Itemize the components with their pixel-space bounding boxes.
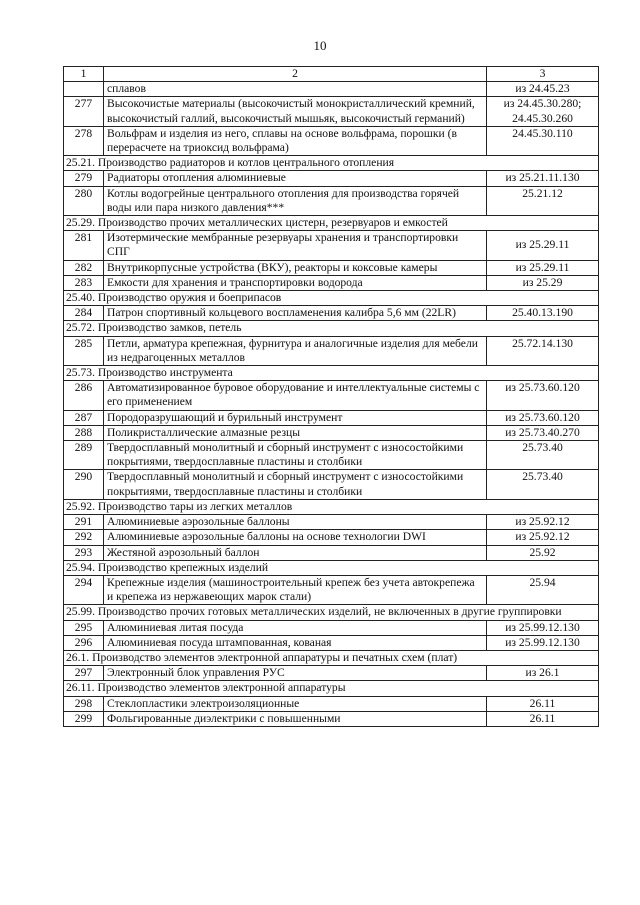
section-row: [64, 321, 599, 336]
item-name: Алюминиевая литая посуда: [104, 620, 487, 635]
item-code: 25.92: [487, 545, 599, 560]
item-code: из 25.73.60.120: [487, 410, 599, 425]
section-row: [64, 681, 599, 696]
table-row: [64, 666, 599, 681]
table-row: [64, 530, 599, 545]
item-name: Алюминиевые аэрозольные баллоны на основе технологии DWI: [104, 530, 487, 545]
item-code: из 25.29: [487, 275, 599, 290]
table-row: [64, 275, 599, 290]
item-number: 294: [64, 575, 104, 604]
table-row: [64, 515, 599, 530]
item-code: 25.21.12: [487, 186, 599, 215]
item-code: из 25.21.11.130: [487, 171, 599, 186]
item-code: из 25.92.12: [487, 530, 599, 545]
table-row: [64, 620, 599, 635]
item-number: 298: [64, 696, 104, 711]
item-name: Твердосплавный монолитный и сборный инструмент с износостойкими покрытиями, твердосплавные пластины и столбики: [104, 470, 487, 499]
section-row: [64, 366, 599, 381]
item-code: 25.73.40: [487, 441, 599, 470]
section-title: 25.94. Производство крепежных изделий: [64, 560, 599, 575]
header-col-name: 2: [104, 67, 487, 82]
item-number: 288: [64, 425, 104, 440]
item-number: 290: [64, 470, 104, 499]
section-row: [64, 291, 599, 306]
table-row: [64, 696, 599, 711]
table-row: [64, 126, 599, 155]
item-number: 278: [64, 126, 104, 155]
item-code: из 24.45.23: [487, 82, 599, 97]
table-row: [64, 545, 599, 560]
item-number: 284: [64, 306, 104, 321]
item-code: 25.40.13.190: [487, 306, 599, 321]
item-name: Фольгированные диэлектрики с повышенными: [104, 711, 487, 726]
table-row: [64, 306, 599, 321]
item-number: 286: [64, 381, 104, 410]
item-number: 297: [64, 666, 104, 681]
item-name: Автоматизированное буровое оборудование и интеллектуальные системы с его применением: [104, 381, 487, 410]
item-code: 25.73.40: [487, 470, 599, 499]
item-name: Патрон спортивный кольцевого воспламенения калибра 5,6 мм (22LR): [104, 306, 487, 321]
item-number: 279: [64, 171, 104, 186]
section-row: [64, 560, 599, 575]
section-title: 25.73. Производство инструмента: [64, 366, 599, 381]
table-row: [64, 336, 599, 365]
item-code: из 24.45.30.280; 24.45.30.260: [487, 97, 599, 126]
item-number: 292: [64, 530, 104, 545]
section-row: [64, 605, 599, 620]
section-title: 25.29. Производство прочих металлических цистерн, резервуаров и емкостей: [64, 216, 599, 231]
item-name: Жестяной аэрозольный баллон: [104, 545, 487, 560]
item-code: из 25.99.12.130: [487, 635, 599, 650]
item-number: 287: [64, 410, 104, 425]
table-row: [64, 711, 599, 726]
item-number: [64, 82, 104, 97]
section-title: 26.1. Производство элементов электронной аппаратуры и печатных схем (плат): [64, 650, 599, 665]
table-row: [64, 441, 599, 470]
section-row: [64, 650, 599, 665]
table-row: [64, 186, 599, 215]
item-code: 26.11: [487, 711, 599, 726]
item-name: Стеклопластики электроизоляционные: [104, 696, 487, 711]
item-number: 296: [64, 635, 104, 650]
item-name: сплавов: [104, 82, 487, 97]
item-number: 282: [64, 260, 104, 275]
header-col-code: 3: [487, 67, 599, 82]
item-code: 25.72.14.130: [487, 336, 599, 365]
table-row: [64, 231, 599, 260]
item-name: Изотермические мембранные резервуары хранения и транспортировки СПГ: [104, 231, 487, 260]
table-row: [64, 470, 599, 499]
section-title: 25.72. Производство замков, петель: [64, 321, 599, 336]
item-number: 293: [64, 545, 104, 560]
item-code: из 25.29.11: [487, 231, 599, 260]
item-number: 285: [64, 336, 104, 365]
item-number: 281: [64, 231, 104, 260]
item-number: 280: [64, 186, 104, 215]
item-name: Электронный блок управления РУС: [104, 666, 487, 681]
header-col-number: 1: [64, 67, 104, 82]
item-name: Высокочистые материалы (высокочистый монокристаллический кремний, высокочистый галлий, высокочистый мышьяк, высокочистый германий): [104, 97, 487, 126]
item-code: из 25.92.12: [487, 515, 599, 530]
table-row: [64, 97, 599, 126]
item-code: 26.11: [487, 696, 599, 711]
section-row: [64, 156, 599, 171]
item-name: Котлы водогрейные центрального отопления для производства горячей воды или пара низкого давления***: [104, 186, 487, 215]
item-code: из 25.73.40.270: [487, 425, 599, 440]
item-number: 299: [64, 711, 104, 726]
page-number: 10: [313, 38, 327, 53]
item-number: 289: [64, 441, 104, 470]
section-row: [64, 499, 599, 514]
item-number: 277: [64, 97, 104, 126]
item-name: Породоразрушающий и бурильный инструмент: [104, 410, 487, 425]
table-row: [64, 82, 599, 97]
section-row: [64, 216, 599, 231]
section-title: 25.21. Производство радиаторов и котлов центрального отопления: [64, 156, 599, 171]
table-row: [64, 260, 599, 275]
table-body: [64, 67, 599, 727]
item-name: Внутрикорпусные устройства (ВКУ), реакторы и коксовые камеры: [104, 260, 487, 275]
table-header-row: [64, 67, 599, 82]
item-name: Алюминиевая посуда штампованная, кованая: [104, 635, 487, 650]
table-row: [64, 575, 599, 604]
item-code: из 25.73.60.120: [487, 381, 599, 410]
section-title: 25.99. Производство прочих готовых металлических изделий, не включенных в другие группировки: [64, 605, 599, 620]
item-name: Петли, арматура крепежная, фурнитура и аналогичные изделия для мебели из недрагоценных металлов: [104, 336, 487, 365]
item-number: 291: [64, 515, 104, 530]
table-row: [64, 410, 599, 425]
item-name: Радиаторы отопления алюминиевые: [104, 171, 487, 186]
item-code: 24.45.30.110: [487, 126, 599, 155]
table-row: [64, 171, 599, 186]
section-title: 25.92. Производство тары из легких металлов: [64, 499, 599, 514]
item-name: Твердосплавный монолитный и сборный инструмент с износостойкими покрытиями, твердосплавные пластины и столбики: [104, 441, 487, 470]
products-table: [63, 66, 599, 727]
section-title: 26.11. Производство элементов электронной аппаратуры: [64, 681, 599, 696]
table-row: [64, 425, 599, 440]
item-name: Вольфрам и изделия из него, сплавы на основе вольфрама, порошки (в перерасчете на триоксид вольфрама): [104, 126, 487, 155]
item-code: из 25.99.12.130: [487, 620, 599, 635]
table-row: [64, 381, 599, 410]
table-row: [64, 635, 599, 650]
item-code: из 25.29.11: [487, 260, 599, 275]
item-code: 25.94: [487, 575, 599, 604]
item-name: Крепежные изделия (машиностроительный крепеж без учета автокрепежа и крепежа из нержавеющих марок стали): [104, 575, 487, 604]
item-number: 283: [64, 275, 104, 290]
item-name: Алюминиевые аэрозольные баллоны: [104, 515, 487, 530]
item-name: Поликристаллические алмазные резцы: [104, 425, 487, 440]
section-title: 25.40. Производство оружия и боеприпасов: [64, 291, 599, 306]
item-name: Емкости для хранения и транспортировки водорода: [104, 275, 487, 290]
item-number: 295: [64, 620, 104, 635]
item-code: из 26.1: [487, 666, 599, 681]
